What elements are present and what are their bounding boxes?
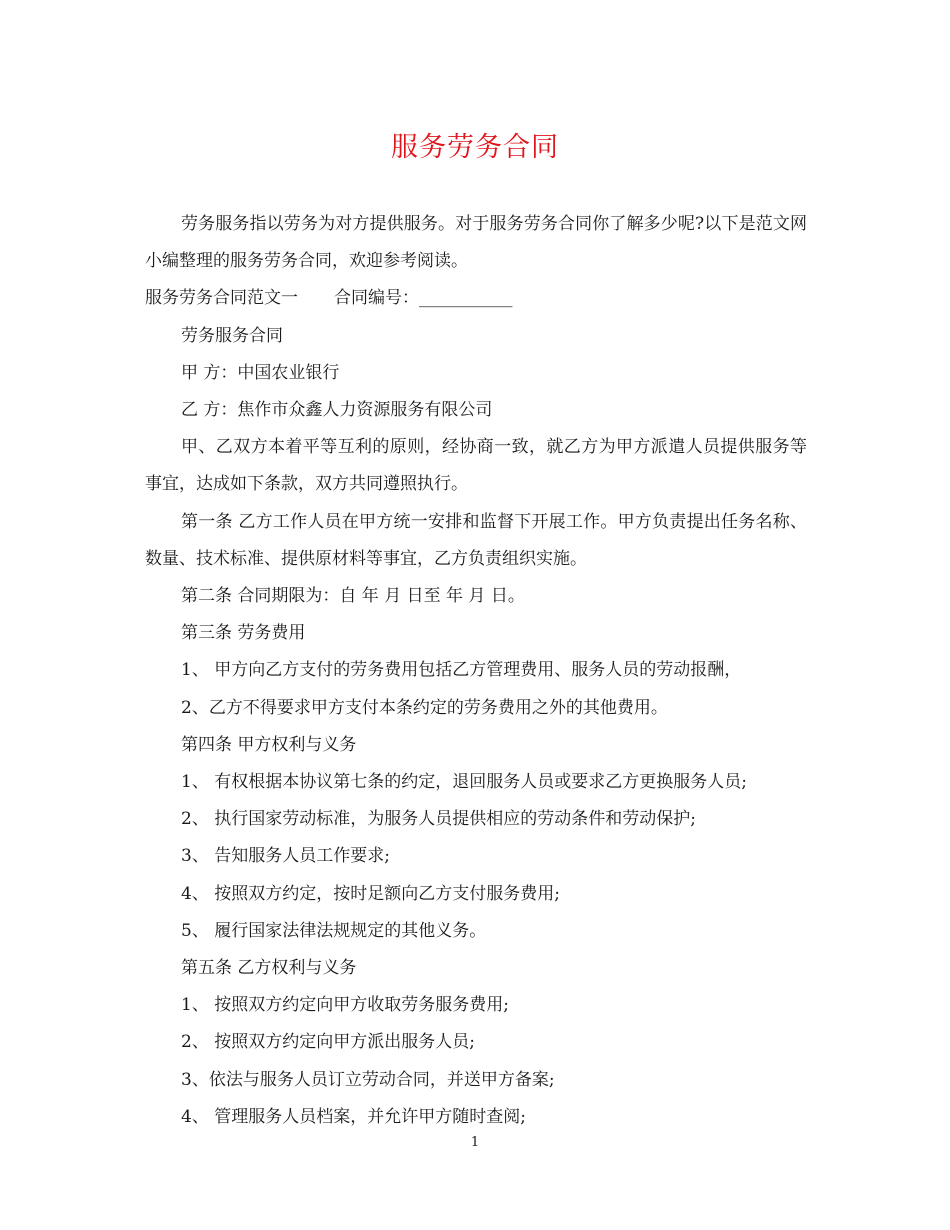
article-4-item: 2、 执行国家劳动标准，为服务人员提供相应的劳动条件和劳动保护; <box>181 809 696 830</box>
document-body <box>145 206 807 1136</box>
article-2: 第二条 合同期限为：自 年 月 日至 年 月 日。 <box>181 586 525 607</box>
article-3-heading: 第三条 劳务费用 <box>181 623 306 644</box>
sample-heading-line <box>145 280 807 317</box>
article-4-heading: 第四条 甲方权利与义务 <box>181 734 357 755</box>
article-4-item: 1、 有权根据本协议第七条的约定，退回服务人员或要求乙方更换服务人员; <box>181 772 747 793</box>
article-5-item: 3、依法与服务人员订立劳动合同，并送甲方备案; <box>181 1069 555 1090</box>
article-4-item: 3、 告知服务人员工作要求; <box>181 846 390 867</box>
article-5-item: 2、 按照双方约定向甲方派出服务人员; <box>181 1032 475 1053</box>
document-title: 服务劳务合同 <box>391 132 559 163</box>
party-a: 甲 方：中国农业银行 <box>181 362 340 383</box>
article-5-heading: 第五条 乙方权利与义务 <box>181 958 357 979</box>
page-number: 1 <box>470 1135 480 1150</box>
article-5-item: 1、 按照双方约定向甲方收取劳务服务费用; <box>181 995 509 1016</box>
intro-paragraph: 劳务服务指以劳务为对方提供服务。对于服务劳务合同你了解多少呢?以下是范文网小编整理的服务劳务合同，欢迎参考阅读。 <box>145 214 807 272</box>
party-b: 乙 方：焦作市众鑫人力资源服务有限公司 <box>181 400 493 421</box>
contract-name: 劳务服务合同 <box>181 325 283 346</box>
preamble-paragraph: 甲、乙双方本着平等互利的原则，经协商一致，就乙方为甲方派遣人员提供服务等事宜，达成如下条款，双方共同遵照执行。 <box>145 437 807 495</box>
article-3-item: 2、乙方不得要求甲方支付本条约定的劳务费用之外的其他费用。 <box>181 697 668 718</box>
contract-number-label: 合同编号：___________ <box>334 288 513 309</box>
article-3-item: 1、 甲方向乙方支付的劳务费用包括乙方管理费用、服务人员的劳动报酬， <box>181 660 742 681</box>
article-1: 第一条 乙方工作人员在甲方统一安排和监督下开展工作。甲方负责提出任务名称、数量、技术标准、提供原材料等事宜，乙方负责组织实施。 <box>145 511 807 569</box>
article-4-item: 4、 按照双方约定，按时足额向乙方支付服务费用; <box>181 883 560 904</box>
article-4-item: 5、 履行国家法律法规规定的其他义务。 <box>181 920 487 941</box>
article-5-item: 4、 管理服务人员档案，并允许甲方随时查阅; <box>181 1106 526 1127</box>
sample-heading: 服务劳务合同范文一 <box>145 288 298 309</box>
